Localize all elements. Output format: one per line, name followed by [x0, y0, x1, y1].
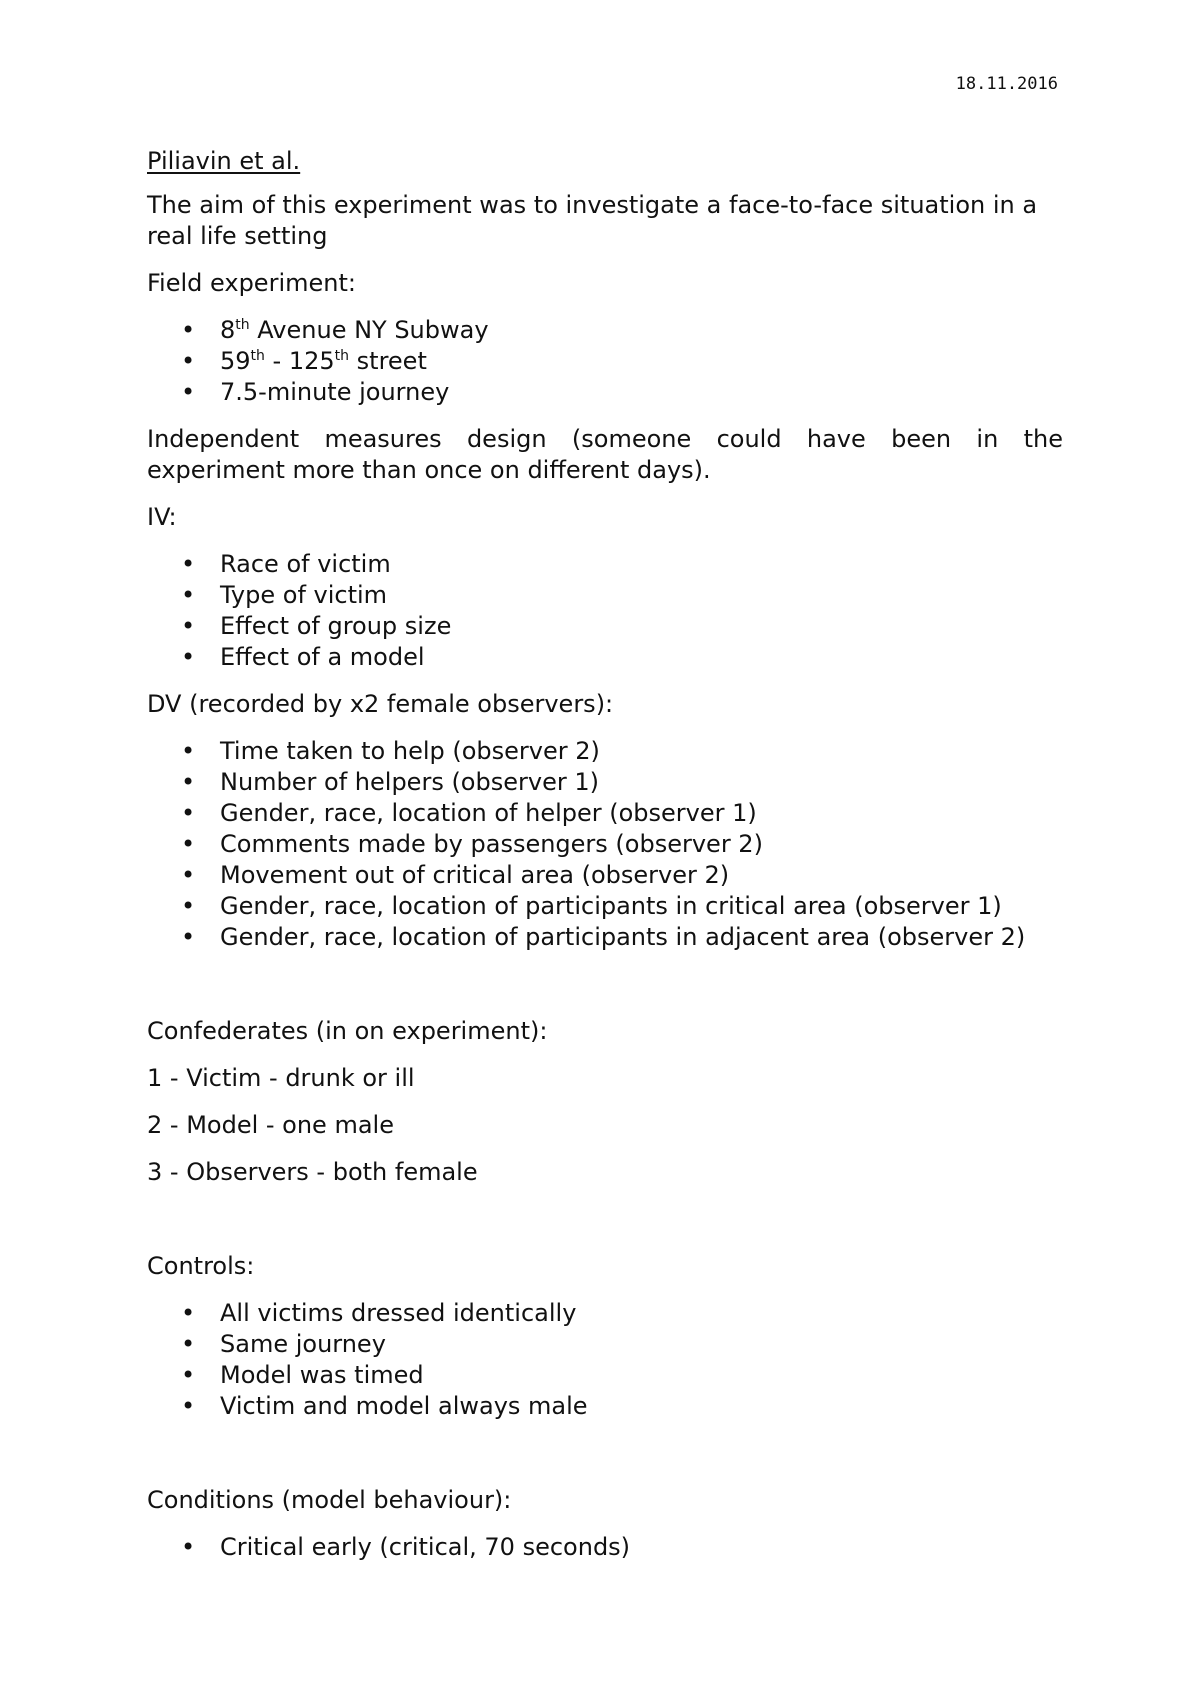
aim-paragraph: The aim of this experiment was to investigate a face-to-face situation in a real life setting: [147, 191, 1038, 250]
list-item: • Effect of a model: [147, 642, 1063, 673]
document-body: [147, 146, 1063, 1579]
iv-list: [147, 549, 1063, 673]
list-item: • Type of victim: [147, 580, 1063, 611]
confederates-heading: Confederates (in on experiment):: [147, 1017, 548, 1045]
list-item: • Model was timed: [147, 1360, 1063, 1391]
list-item: • Critical early (critical, 70 seconds): [147, 1532, 1063, 1563]
list-item: • Race of victim: [147, 549, 1063, 580]
blank-line: [147, 1204, 1063, 1251]
confederate-line: 1 - Victim - drunk or ill: [147, 1064, 415, 1092]
list-item: • All victims dressed identically: [147, 1298, 1063, 1329]
dv-list: [147, 736, 1063, 953]
list-item: • 7.5-minute journey: [147, 377, 1063, 408]
blank-line: [147, 1438, 1063, 1485]
document-title: Piliavin et al.: [147, 147, 301, 175]
list-item: • Gender, race, location of participants in adjacent area (observer 2): [147, 922, 1063, 953]
iv-heading: IV:: [147, 503, 177, 531]
field-list: [147, 315, 1063, 408]
document-date: 18.11.2016: [955, 74, 1058, 94]
conditions-list: [147, 1532, 1063, 1563]
list-item: • Gender, race, location of helper (observer 1): [147, 798, 1063, 829]
confederate-line: 3 - Observers - both female: [147, 1158, 478, 1186]
controls-heading: Controls:: [147, 1252, 255, 1280]
field-heading: Field experiment:: [147, 269, 356, 297]
list-item: • 59th - 125th street: [147, 346, 1063, 377]
list-item: • Gender, race, location of participants in critical area (observer 1): [147, 891, 1063, 922]
list-item: • Victim and model always male: [147, 1391, 1063, 1422]
controls-list: [147, 1298, 1063, 1422]
list-item: • Same journey: [147, 1329, 1063, 1360]
list-item: • Time taken to help (observer 2): [147, 736, 1063, 767]
design-paragraph: Independent measures design (someone could have been in the experiment more than once on different days).: [147, 425, 1063, 484]
blank-line: [147, 969, 1063, 1016]
list-item: • Comments made by passengers (observer 2): [147, 829, 1063, 860]
list-item: • Movement out of critical area (observer 2): [147, 860, 1063, 891]
list-item: • 8th Avenue NY Subway: [147, 315, 1063, 346]
list-item: • Number of helpers (observer 1): [147, 767, 1063, 798]
dv-heading: DV (recorded by x2 female observers):: [147, 690, 614, 718]
list-item: • Effect of group size: [147, 611, 1063, 642]
confederate-line: 2 - Model - one male: [147, 1111, 394, 1139]
conditions-heading: Conditions (model behaviour):: [147, 1486, 512, 1514]
